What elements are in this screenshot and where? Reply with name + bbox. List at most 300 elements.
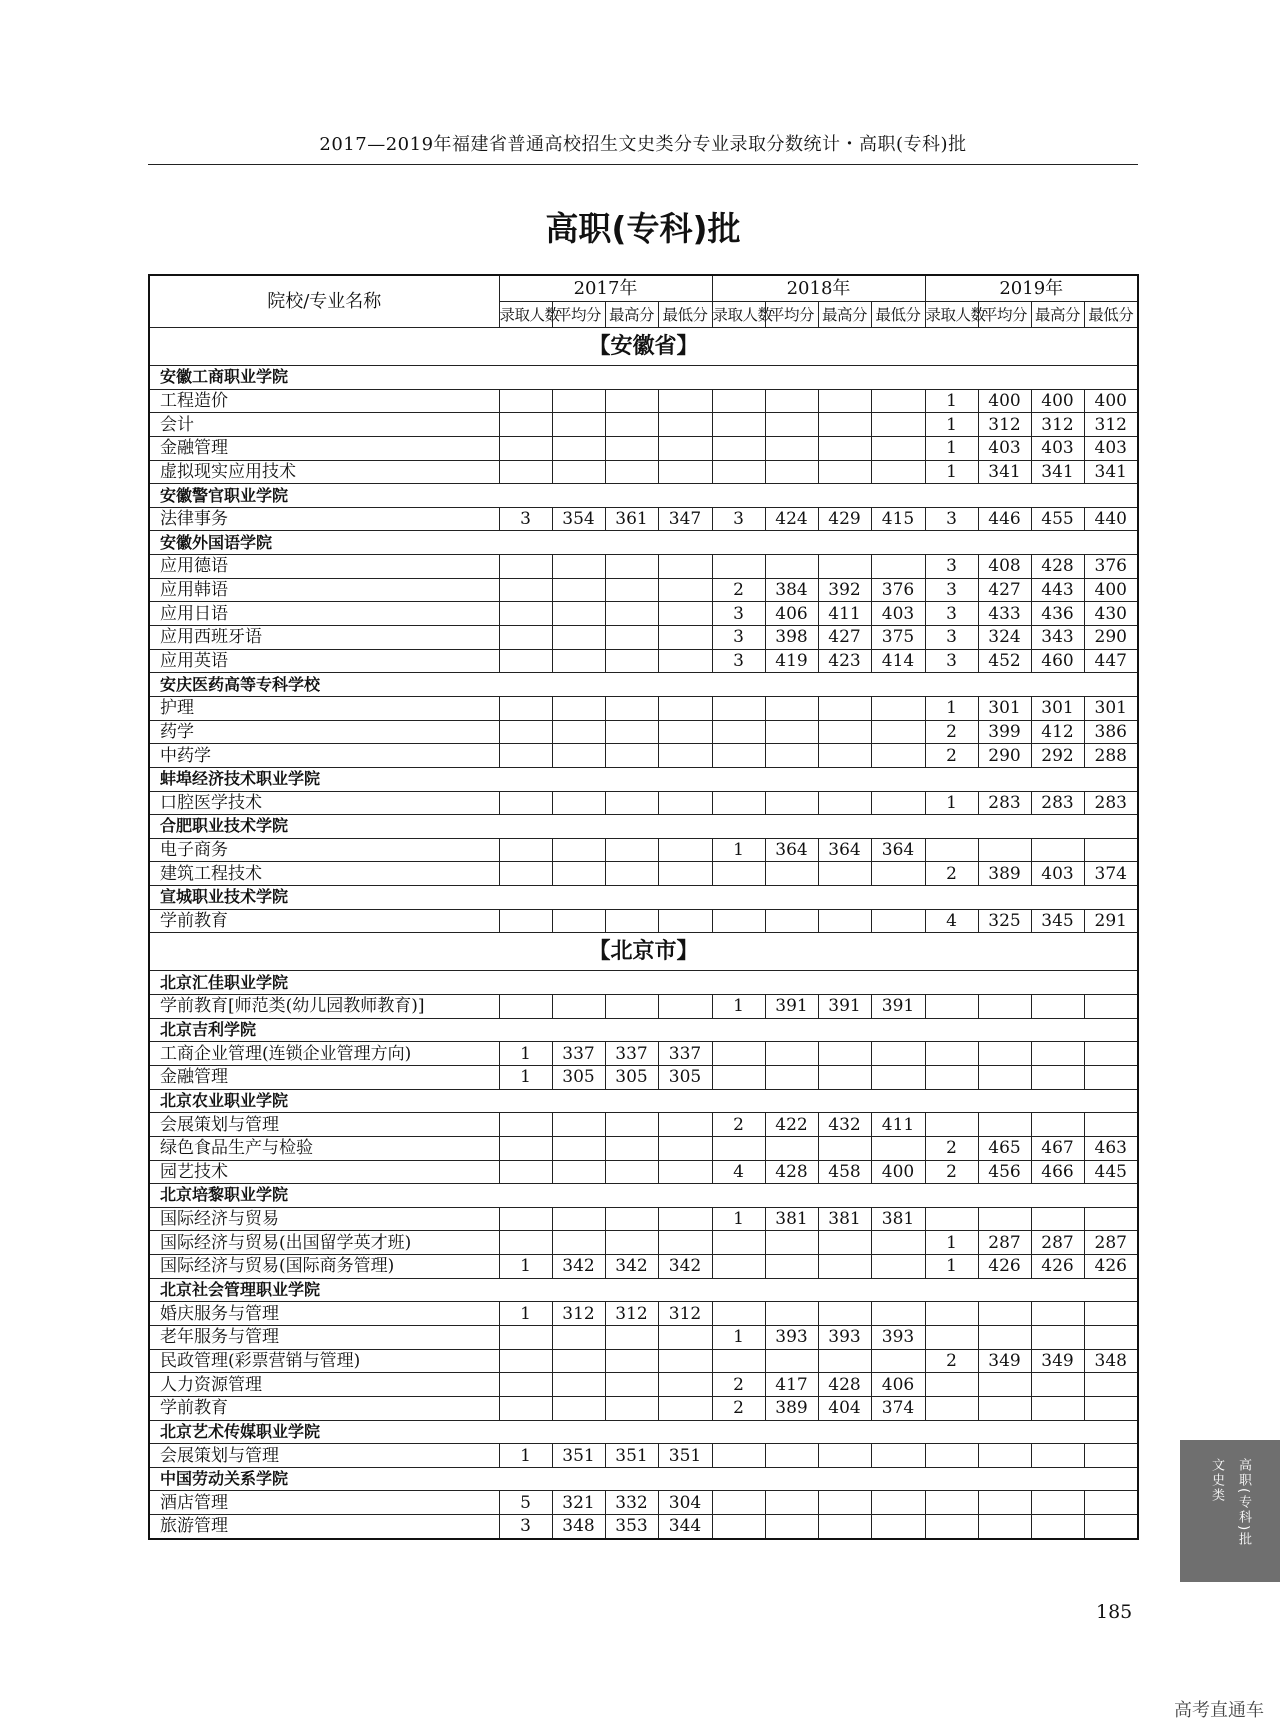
school-row xyxy=(149,971,1138,995)
school-row xyxy=(149,1278,1138,1302)
score-cell xyxy=(871,436,925,460)
school-name: 北京农业职业学院 xyxy=(149,1089,1138,1113)
score-cell: 430 xyxy=(1084,602,1138,626)
school-row xyxy=(149,1089,1138,1113)
score-cell xyxy=(499,1231,552,1255)
score-cell xyxy=(978,1042,1031,1066)
score-cell: 337 xyxy=(552,1042,605,1066)
score-cell: 424 xyxy=(765,507,818,531)
score-cell xyxy=(925,838,978,862)
score-cell xyxy=(1084,1302,1138,1326)
score-cell: 2 xyxy=(925,862,978,886)
score-cell: 460 xyxy=(1031,649,1084,673)
score-cell xyxy=(1084,1444,1138,1468)
year-header-2018: 2018年 xyxy=(712,275,925,302)
major-name: 应用英语 xyxy=(149,649,499,673)
score-cell xyxy=(552,1396,605,1420)
major-name: 应用西班牙语 xyxy=(149,626,499,650)
table-row xyxy=(149,626,1138,650)
score-cell: 1 xyxy=(499,1444,552,1468)
table-row xyxy=(149,460,1138,484)
score-cell: 427 xyxy=(978,578,1031,602)
score-cell xyxy=(925,1042,978,1066)
score-cell xyxy=(552,436,605,460)
score-cell: 342 xyxy=(605,1255,658,1279)
subcolumn-header: 录取人数 xyxy=(925,302,978,328)
score-cell: 411 xyxy=(871,1113,925,1137)
score-cell xyxy=(818,791,871,815)
school-row xyxy=(149,484,1138,508)
major-name: 会计 xyxy=(149,413,499,437)
score-cell: 391 xyxy=(818,995,871,1019)
score-cell xyxy=(978,1373,1031,1397)
score-cell: 290 xyxy=(1084,626,1138,650)
score-cell xyxy=(499,862,552,886)
score-cell xyxy=(871,909,925,933)
table-row xyxy=(149,1231,1138,1255)
score-cell: 376 xyxy=(871,578,925,602)
score-cell xyxy=(871,1231,925,1255)
score-cell xyxy=(712,744,765,768)
major-name: 人力资源管理 xyxy=(149,1373,499,1397)
score-cell: 349 xyxy=(1031,1349,1084,1373)
score-cell xyxy=(552,696,605,720)
school-name: 安庆医药高等专科学校 xyxy=(149,673,1138,697)
score-cell xyxy=(1031,1396,1084,1420)
score-cell xyxy=(1084,1113,1138,1137)
score-cell: 1 xyxy=(925,413,978,437)
score-cell xyxy=(818,1136,871,1160)
score-cell: 445 xyxy=(1084,1160,1138,1184)
score-cell xyxy=(871,744,925,768)
score-cell: 1 xyxy=(925,436,978,460)
province-name: 【安徽省】 xyxy=(149,328,1138,366)
school-row xyxy=(149,366,1138,390)
score-cell: 2 xyxy=(925,744,978,768)
score-cell: 2 xyxy=(925,1136,978,1160)
score-cell: 393 xyxy=(818,1325,871,1349)
score-cell xyxy=(712,1042,765,1066)
score-cell xyxy=(765,1231,818,1255)
score-cell: 3 xyxy=(712,602,765,626)
score-cell xyxy=(658,909,712,933)
score-cell: 429 xyxy=(818,507,871,531)
score-cell: 426 xyxy=(1031,1255,1084,1279)
side-tab-batch: 高职(专科)批 xyxy=(1236,1458,1251,1548)
score-cell: 304 xyxy=(658,1491,712,1515)
score-cell xyxy=(1031,1515,1084,1539)
major-name: 民政管理(彩票营销与管理) xyxy=(149,1349,499,1373)
score-cell: 433 xyxy=(978,602,1031,626)
score-cell xyxy=(658,838,712,862)
score-cell xyxy=(552,838,605,862)
score-cell xyxy=(978,1065,1031,1089)
score-cell: 440 xyxy=(1084,507,1138,531)
score-cell xyxy=(765,1491,818,1515)
score-cell xyxy=(765,696,818,720)
score-cell xyxy=(1031,838,1084,862)
score-cell xyxy=(658,626,712,650)
score-cell: 432 xyxy=(818,1113,871,1137)
major-name: 虚拟现实应用技术 xyxy=(149,460,499,484)
score-cell: 283 xyxy=(978,791,1031,815)
score-cell xyxy=(1031,1065,1084,1089)
score-cell xyxy=(1031,1444,1084,1468)
score-cell xyxy=(765,389,818,413)
score-cell xyxy=(552,862,605,886)
score-cell xyxy=(552,791,605,815)
score-cell xyxy=(552,1160,605,1184)
score-cell: 354 xyxy=(552,507,605,531)
score-cell xyxy=(818,1515,871,1539)
score-cell xyxy=(499,1136,552,1160)
score-cell: 312 xyxy=(658,1302,712,1326)
score-cell: 351 xyxy=(552,1444,605,1468)
score-cell xyxy=(658,578,712,602)
score-cell xyxy=(925,1207,978,1231)
school-row xyxy=(149,1467,1138,1491)
school-row xyxy=(149,1184,1138,1208)
school-name: 安徽工商职业学院 xyxy=(149,366,1138,390)
score-cell xyxy=(552,389,605,413)
score-cell: 1 xyxy=(925,696,978,720)
score-cell xyxy=(765,413,818,437)
score-cell: 2 xyxy=(925,1349,978,1373)
table-row xyxy=(149,1396,1138,1420)
table-row xyxy=(149,578,1138,602)
major-name: 工程造价 xyxy=(149,389,499,413)
score-cell xyxy=(871,862,925,886)
score-cell xyxy=(818,720,871,744)
score-cell xyxy=(1084,1207,1138,1231)
score-cell xyxy=(818,389,871,413)
score-cell xyxy=(605,1113,658,1137)
score-cell xyxy=(605,413,658,437)
score-cell: 393 xyxy=(871,1325,925,1349)
score-cell: 428 xyxy=(1031,555,1084,579)
score-cell xyxy=(818,744,871,768)
score-cell xyxy=(552,602,605,626)
school-row xyxy=(149,673,1138,697)
score-cell xyxy=(499,1207,552,1231)
score-cell: 392 xyxy=(818,578,871,602)
subcolumn-header: 录取人数 xyxy=(712,302,765,328)
score-cell: 3 xyxy=(925,578,978,602)
score-cell: 341 xyxy=(978,460,1031,484)
score-cell xyxy=(658,995,712,1019)
score-cell xyxy=(552,649,605,673)
score-cell xyxy=(658,744,712,768)
admission-score-table xyxy=(148,274,1139,1540)
score-cell: 403 xyxy=(1084,436,1138,460)
score-cell xyxy=(871,1515,925,1539)
score-cell xyxy=(818,1231,871,1255)
score-cell: 400 xyxy=(871,1160,925,1184)
score-cell xyxy=(712,1515,765,1539)
score-cell: 1 xyxy=(925,1231,978,1255)
score-cell: 290 xyxy=(978,744,1031,768)
table-row xyxy=(149,1113,1138,1137)
table-row xyxy=(149,1255,1138,1279)
table-row xyxy=(149,791,1138,815)
score-cell xyxy=(605,555,658,579)
score-cell: 1 xyxy=(925,460,978,484)
major-name: 学前教育 xyxy=(149,909,499,933)
score-cell xyxy=(658,649,712,673)
score-cell xyxy=(871,1491,925,1515)
score-cell: 417 xyxy=(765,1373,818,1397)
major-name: 口腔医学技术 xyxy=(149,791,499,815)
score-cell xyxy=(499,389,552,413)
major-name: 国际经济与贸易(国际商务管理) xyxy=(149,1255,499,1279)
score-cell xyxy=(871,1136,925,1160)
score-cell xyxy=(499,626,552,650)
score-cell: 364 xyxy=(818,838,871,862)
score-cell: 351 xyxy=(658,1444,712,1468)
score-cell xyxy=(818,555,871,579)
score-cell: 4 xyxy=(712,1160,765,1184)
score-cell xyxy=(712,1136,765,1160)
major-name: 金融管理 xyxy=(149,1065,499,1089)
score-cell xyxy=(818,696,871,720)
score-cell xyxy=(605,1136,658,1160)
score-cell: 305 xyxy=(658,1065,712,1089)
score-cell xyxy=(871,1444,925,1468)
score-cell: 1 xyxy=(925,791,978,815)
score-cell xyxy=(765,1255,818,1279)
score-cell xyxy=(499,909,552,933)
subcolumn-header: 平均分 xyxy=(765,302,818,328)
score-cell xyxy=(765,1136,818,1160)
score-cell: 446 xyxy=(978,507,1031,531)
score-cell xyxy=(605,1231,658,1255)
score-cell xyxy=(552,1325,605,1349)
score-cell xyxy=(925,1444,978,1468)
score-cell: 406 xyxy=(765,602,818,626)
score-cell xyxy=(712,460,765,484)
school-row xyxy=(149,1018,1138,1042)
score-cell xyxy=(818,1491,871,1515)
score-cell xyxy=(712,1302,765,1326)
score-cell xyxy=(605,791,658,815)
score-cell: 347 xyxy=(658,507,712,531)
school-name: 北京汇佳职业学院 xyxy=(149,971,1138,995)
province-name: 【北京市】 xyxy=(149,933,1138,971)
score-cell xyxy=(1084,1515,1138,1539)
score-cell: 3 xyxy=(712,649,765,673)
score-cell: 4 xyxy=(925,909,978,933)
score-cell xyxy=(658,1231,712,1255)
score-cell: 287 xyxy=(978,1231,1031,1255)
score-cell xyxy=(765,1302,818,1326)
score-cell xyxy=(712,389,765,413)
score-cell: 384 xyxy=(765,578,818,602)
score-cell: 348 xyxy=(552,1515,605,1539)
score-cell xyxy=(605,578,658,602)
score-cell xyxy=(605,649,658,673)
score-cell xyxy=(499,1396,552,1420)
subcolumn-header: 最低分 xyxy=(1084,302,1138,328)
score-cell xyxy=(871,791,925,815)
score-cell xyxy=(765,909,818,933)
score-cell: 389 xyxy=(978,862,1031,886)
table-row xyxy=(149,995,1138,1019)
score-cell xyxy=(871,1349,925,1373)
score-cell: 337 xyxy=(658,1042,712,1066)
major-name: 绿色食品生产与检验 xyxy=(149,1136,499,1160)
score-cell xyxy=(658,1325,712,1349)
score-cell: 412 xyxy=(1031,720,1084,744)
score-cell: 5 xyxy=(499,1491,552,1515)
major-name: 学前教育 xyxy=(149,1396,499,1420)
score-cell: 2 xyxy=(712,1373,765,1397)
score-cell: 467 xyxy=(1031,1136,1084,1160)
score-cell xyxy=(1084,1042,1138,1066)
score-cell: 283 xyxy=(1031,791,1084,815)
score-cell xyxy=(499,838,552,862)
score-cell: 3 xyxy=(712,626,765,650)
score-cell xyxy=(925,1491,978,1515)
score-cell xyxy=(712,791,765,815)
score-cell xyxy=(712,720,765,744)
score-cell xyxy=(818,1444,871,1468)
score-cell xyxy=(605,1373,658,1397)
score-cell: 341 xyxy=(1084,460,1138,484)
table-row xyxy=(149,1065,1138,1089)
score-cell xyxy=(712,909,765,933)
score-cell: 312 xyxy=(1031,413,1084,437)
score-cell: 1 xyxy=(499,1302,552,1326)
score-cell xyxy=(712,555,765,579)
table-body xyxy=(149,328,1138,1539)
score-cell: 426 xyxy=(1084,1255,1138,1279)
score-cell: 312 xyxy=(978,413,1031,437)
score-cell xyxy=(499,995,552,1019)
score-cell xyxy=(871,389,925,413)
major-name: 应用韩语 xyxy=(149,578,499,602)
major-name: 工商企业管理(连锁企业管理方向) xyxy=(149,1042,499,1066)
score-cell: 361 xyxy=(605,507,658,531)
province-row xyxy=(149,328,1138,366)
score-cell: 391 xyxy=(871,995,925,1019)
subcolumn-header: 最高分 xyxy=(1031,302,1084,328)
score-cell xyxy=(1031,1113,1084,1137)
score-cell xyxy=(765,1065,818,1089)
score-cell xyxy=(818,436,871,460)
table-row xyxy=(149,744,1138,768)
major-name: 老年服务与管理 xyxy=(149,1325,499,1349)
score-cell: 342 xyxy=(552,1255,605,1279)
score-cell: 2 xyxy=(712,578,765,602)
score-cell xyxy=(818,909,871,933)
school-name: 北京吉利学院 xyxy=(149,1018,1138,1042)
score-cell: 349 xyxy=(978,1349,1031,1373)
table-row xyxy=(149,602,1138,626)
score-cell: 443 xyxy=(1031,578,1084,602)
table-row xyxy=(149,1325,1138,1349)
score-cell xyxy=(499,744,552,768)
score-cell: 321 xyxy=(552,1491,605,1515)
score-cell xyxy=(765,436,818,460)
table-row xyxy=(149,696,1138,720)
page-title: 高职(专科)批 xyxy=(545,209,741,248)
school-name: 合肥职业技术学院 xyxy=(149,815,1138,839)
score-cell xyxy=(658,720,712,744)
table-row xyxy=(149,555,1138,579)
score-cell xyxy=(1084,838,1138,862)
score-cell xyxy=(605,696,658,720)
score-cell: 399 xyxy=(978,720,1031,744)
score-cell xyxy=(765,862,818,886)
score-cell: 364 xyxy=(765,838,818,862)
score-cell xyxy=(552,909,605,933)
table-row xyxy=(149,1136,1138,1160)
score-cell: 458 xyxy=(818,1160,871,1184)
table-row xyxy=(149,838,1138,862)
score-cell: 364 xyxy=(871,838,925,862)
score-cell: 1 xyxy=(712,1325,765,1349)
score-cell xyxy=(605,720,658,744)
score-cell: 343 xyxy=(1031,626,1084,650)
score-cell xyxy=(978,1207,1031,1231)
score-cell: 3 xyxy=(925,507,978,531)
score-cell xyxy=(871,696,925,720)
score-cell xyxy=(499,1373,552,1397)
score-cell: 414 xyxy=(871,649,925,673)
subcolumn-header: 最高分 xyxy=(605,302,658,328)
score-cell xyxy=(658,1349,712,1373)
score-cell xyxy=(499,578,552,602)
score-cell: 3 xyxy=(925,626,978,650)
score-cell xyxy=(712,1255,765,1279)
score-cell xyxy=(1084,1325,1138,1349)
footer-brand: 高考直通车 xyxy=(1174,1700,1264,1721)
score-cell xyxy=(552,1136,605,1160)
score-cell xyxy=(552,995,605,1019)
score-cell xyxy=(818,1349,871,1373)
score-cell xyxy=(1031,1207,1084,1231)
score-cell xyxy=(712,436,765,460)
side-tab-category: 文史类 xyxy=(1209,1458,1224,1503)
score-cell: 423 xyxy=(818,649,871,673)
score-cell: 288 xyxy=(1084,744,1138,768)
school-row xyxy=(149,886,1138,910)
score-cell: 381 xyxy=(818,1207,871,1231)
score-cell: 2 xyxy=(925,720,978,744)
school-row xyxy=(149,767,1138,791)
score-cell: 344 xyxy=(658,1515,712,1539)
major-name: 护理 xyxy=(149,696,499,720)
table-row xyxy=(149,1042,1138,1066)
school-row xyxy=(149,531,1138,555)
score-cell xyxy=(871,460,925,484)
score-cell xyxy=(499,602,552,626)
score-cell xyxy=(925,995,978,1019)
score-cell xyxy=(871,720,925,744)
table-row xyxy=(149,909,1138,933)
major-name: 中药学 xyxy=(149,744,499,768)
score-cell: 456 xyxy=(978,1160,1031,1184)
score-cell xyxy=(925,1373,978,1397)
score-cell xyxy=(499,1113,552,1137)
score-cell xyxy=(499,1325,552,1349)
subcolumn-header: 平均分 xyxy=(978,302,1031,328)
score-cell: 436 xyxy=(1031,602,1084,626)
score-cell: 403 xyxy=(978,436,1031,460)
score-cell: 1 xyxy=(925,389,978,413)
score-cell xyxy=(1084,1396,1138,1420)
score-cell xyxy=(925,1113,978,1137)
